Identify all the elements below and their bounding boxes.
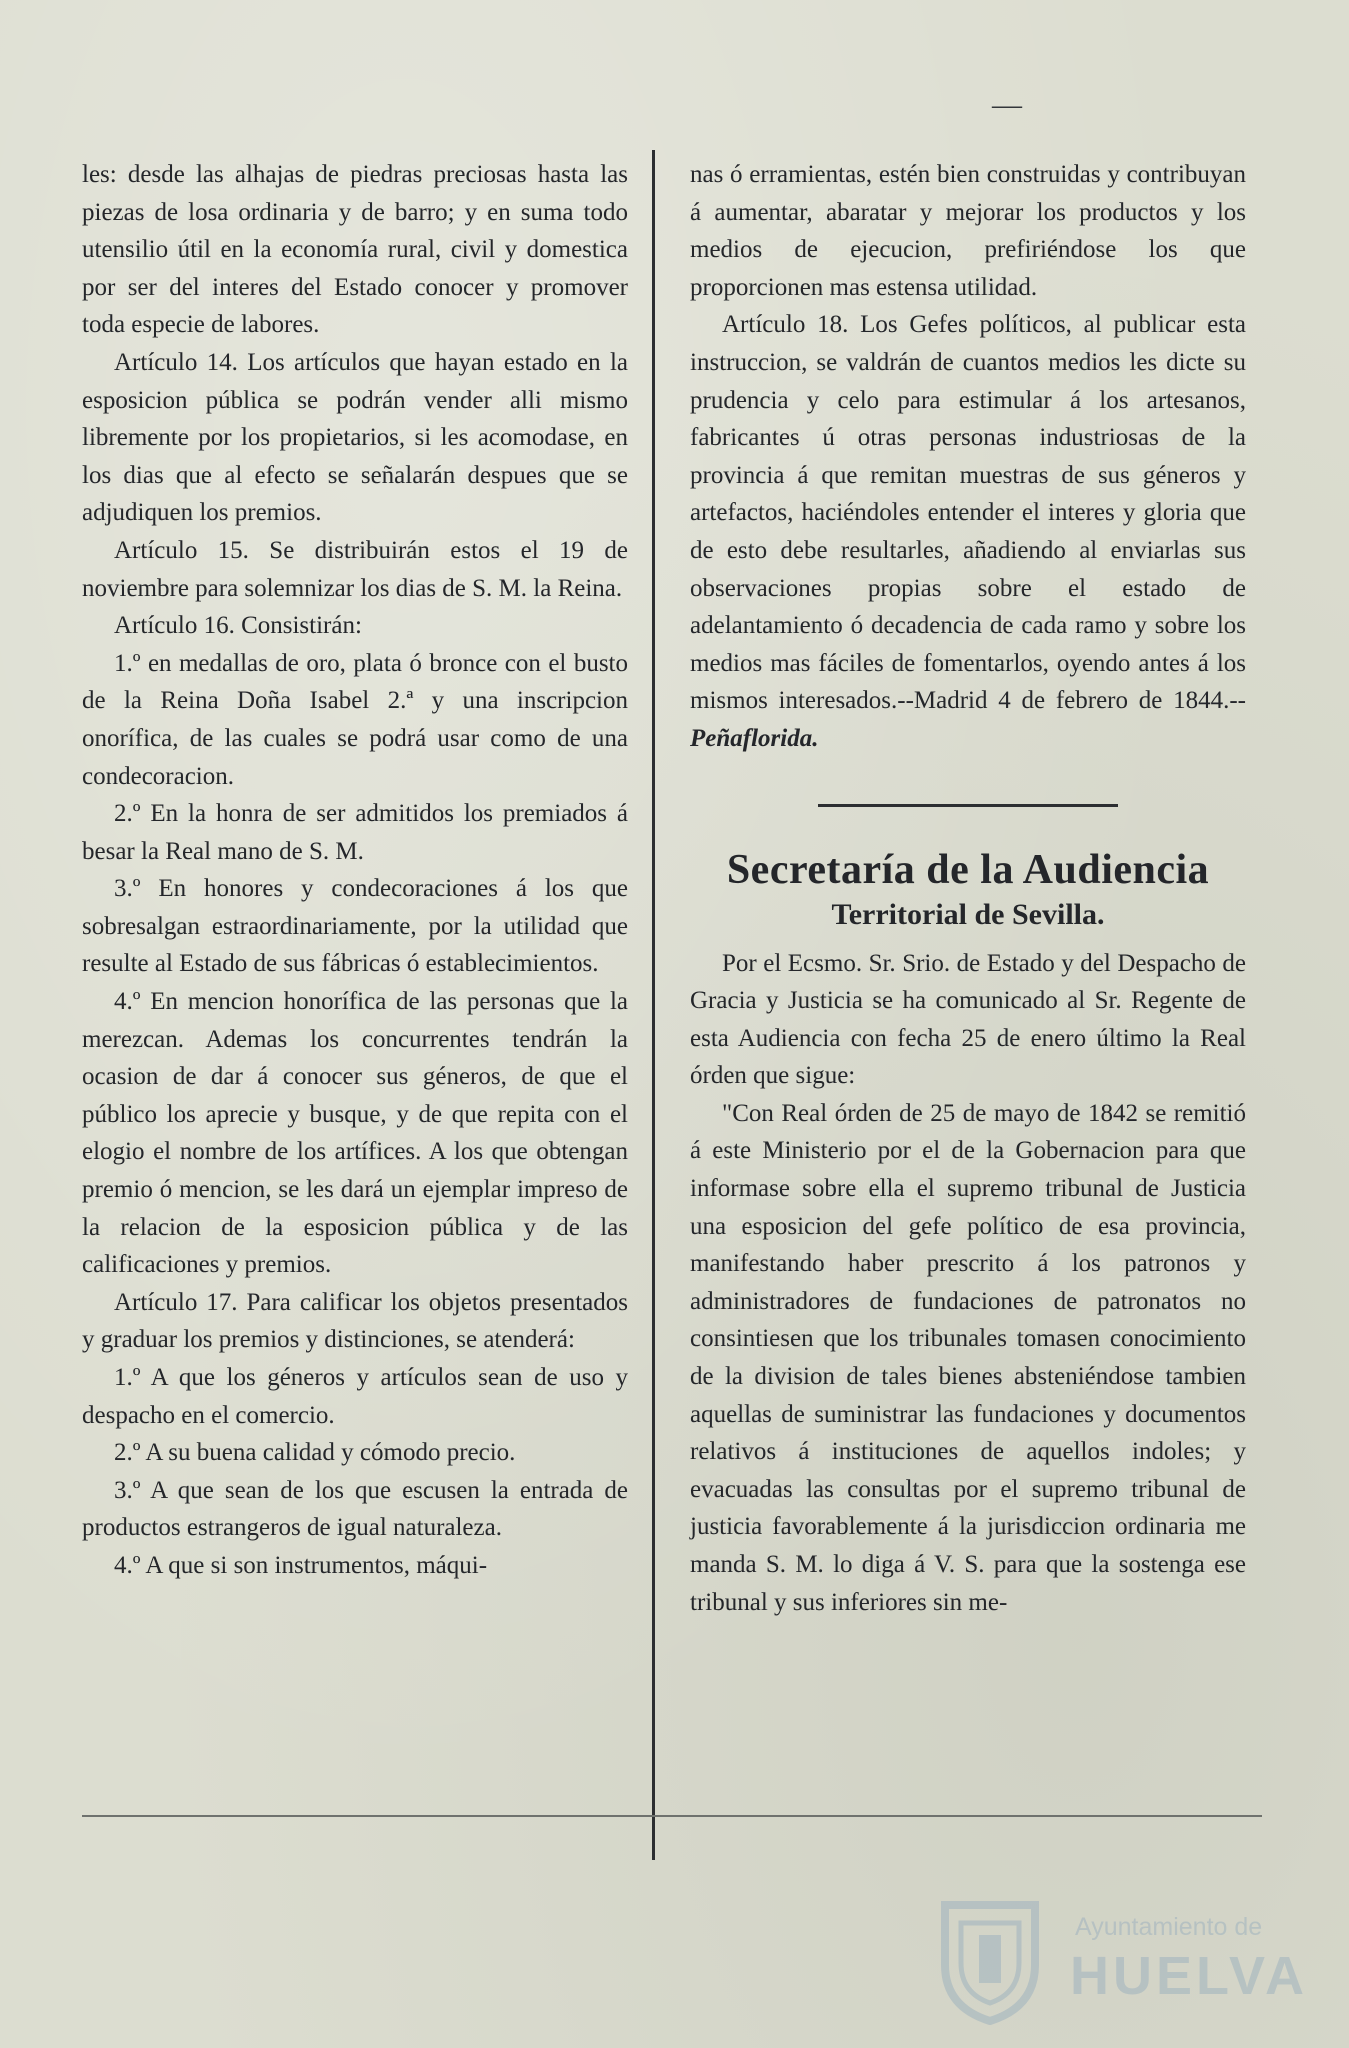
paragraph: Artículo 15. Se distribuirán estos el 19 de noviembre para solemnizar los dias de S. M. la Reina. <box>82 536 628 602</box>
bottom-rule <box>82 1815 1262 1817</box>
section-title: Secretaría de la Audiencia <box>726 846 1210 893</box>
paragraph: nas ó erramientas, estén bien construidas y contribuyan á aumentar, abaratar y mejorar los productos y los medios de ejecucion, prefiriéndose los que proporcionen mas estensa utilidad. <box>690 161 1246 301</box>
section-separator <box>818 804 1118 807</box>
paragraph: Artículo 17. Para calificar los objetos presentados y graduar los premios y distinciones, se atenderá: <box>82 1288 628 1354</box>
paragraph: Por el Ecsmo. Sr. Srio. de Estado y del Despacho de Gracia y Justicia se ha comunicado al Sr. Regente de esta Audiencia con fecha 25 de enero último la Real órden que sigue: <box>690 949 1246 1090</box>
paragraph: 1.º en medallas de oro, plata ó bronce con el busto de la Reina Doña Isabel 2.ª y una inscripcion onorífica, de las cuales se podrá usar como de una condecoracion. <box>82 649 628 790</box>
signature: Peñaflorida. <box>690 724 819 752</box>
paragraph: les: desde las alhajas de piedras preciosas hasta las piezas de losa ordinaria y de barro; y en suma todo utensilio útil en la economía rural, civil y domestica por ser del interes del Estado conocer y promover toda especie de labores. <box>82 161 628 339</box>
paragraph: 4.º A que si son instrumentos, máqui- <box>114 1551 488 1579</box>
right-column <box>690 156 1246 1621</box>
page-number: — <box>992 88 1022 121</box>
paragraph: Artículo 14. Los artículos que hayan estado en la esposicion pública se podrán vender alli mismo libremente por los propietarios, si les acomodase, en los dias que al efecto se señalarán despues que se adjudiquen los premios. <box>82 348 628 527</box>
column-divider <box>652 150 655 1860</box>
left-column <box>82 156 628 1585</box>
paragraph: Artículo 16. Consistirán: <box>114 612 362 640</box>
watermark-city: HUELVA <box>1070 1946 1308 2006</box>
paragraph: 2.º A su buena calidad y cómodo precio. <box>114 1439 516 1467</box>
section-subtitle: Territorial de Sevilla. <box>831 897 1105 931</box>
paragraph: 3.º En honores y condecoraciones á los que sobresalgan estraordinariamente, por la utilidad que resulte al Estado de sus fábricas ó establecimientos. <box>82 875 628 978</box>
paragraph: 3.º A que sean de los que escusen la entrada de productos estrangeros de igual naturaleza. <box>82 1476 628 1542</box>
paragraph: 1.º A que los géneros y artículos sean de uso y despacho en el comercio. <box>82 1364 628 1429</box>
paragraph: 2.º En la honra de ser admitidos los premiados á besar la Real mano de S. M. <box>82 800 628 865</box>
coat-of-arms-icon <box>935 1895 1045 2025</box>
watermark-name: Ayuntamiento de <box>1075 1913 1263 1941</box>
paragraph: 4.º En mencion honorífica de las personas que la merezcan. Ademas los concurrentes tendrán la ocasion de dar á conocer sus géneros, de que el público los aprecie y busque, y de que repita con el elogio el nombre de los artífices. A los que obtengan premio ó mencion, se les dará un ejemplar impreso de la relacion de la esposicion pública y de las calificaciones y premios. <box>82 988 628 1279</box>
paragraph-text: Artículo 18. Los Gefes políticos, al publicar esta instruccion, se valdrán de cuantos medios les dicte su prudencia y celo para estimular á los artesanos, fabricantes ú otras personas industriosas de la provincia á que remitan muestras de sus géneros y artefactos, haciéndoles entender el interes y gloria que de esto debe resultarles, añadiendo al enviarlas sus observaciones propias sobre el estado de adelantamiento ó decadencia de cada ramo y sobre los medios mas fáciles de fomentarlos, oyendo antes á los mismos interesados.--Madrid 4 de febrero de 1844.-- <box>690 311 1246 715</box>
watermark <box>935 1895 1308 2025</box>
paragraph <box>690 306 1246 757</box>
paragraph: "Con Real órden de 25 de mayo de 1842 se remitió á este Ministerio por el de la Gobernacion para que informase sobre ella el supremo tribunal de Justicia una esposicion del gefe político de esa provincia, manifestando haber prescrito á los patronos y administradores de fundaciones de patronatos no consintiesen que los tribunales tomasen conocimiento de la division de tales bienes absteniéndose tambien aquellas de suministrar las fundaciones y documentos relativos á instituciones de aquellos indoles; y evacuadas las consultas por el supremo tribunal de justicia favorablemente á la jurisdiccion ordinaria me manda S. M. lo diga á V. S. para que la sostenga ese tribunal y sus inferiores sin me- <box>690 1099 1246 1616</box>
